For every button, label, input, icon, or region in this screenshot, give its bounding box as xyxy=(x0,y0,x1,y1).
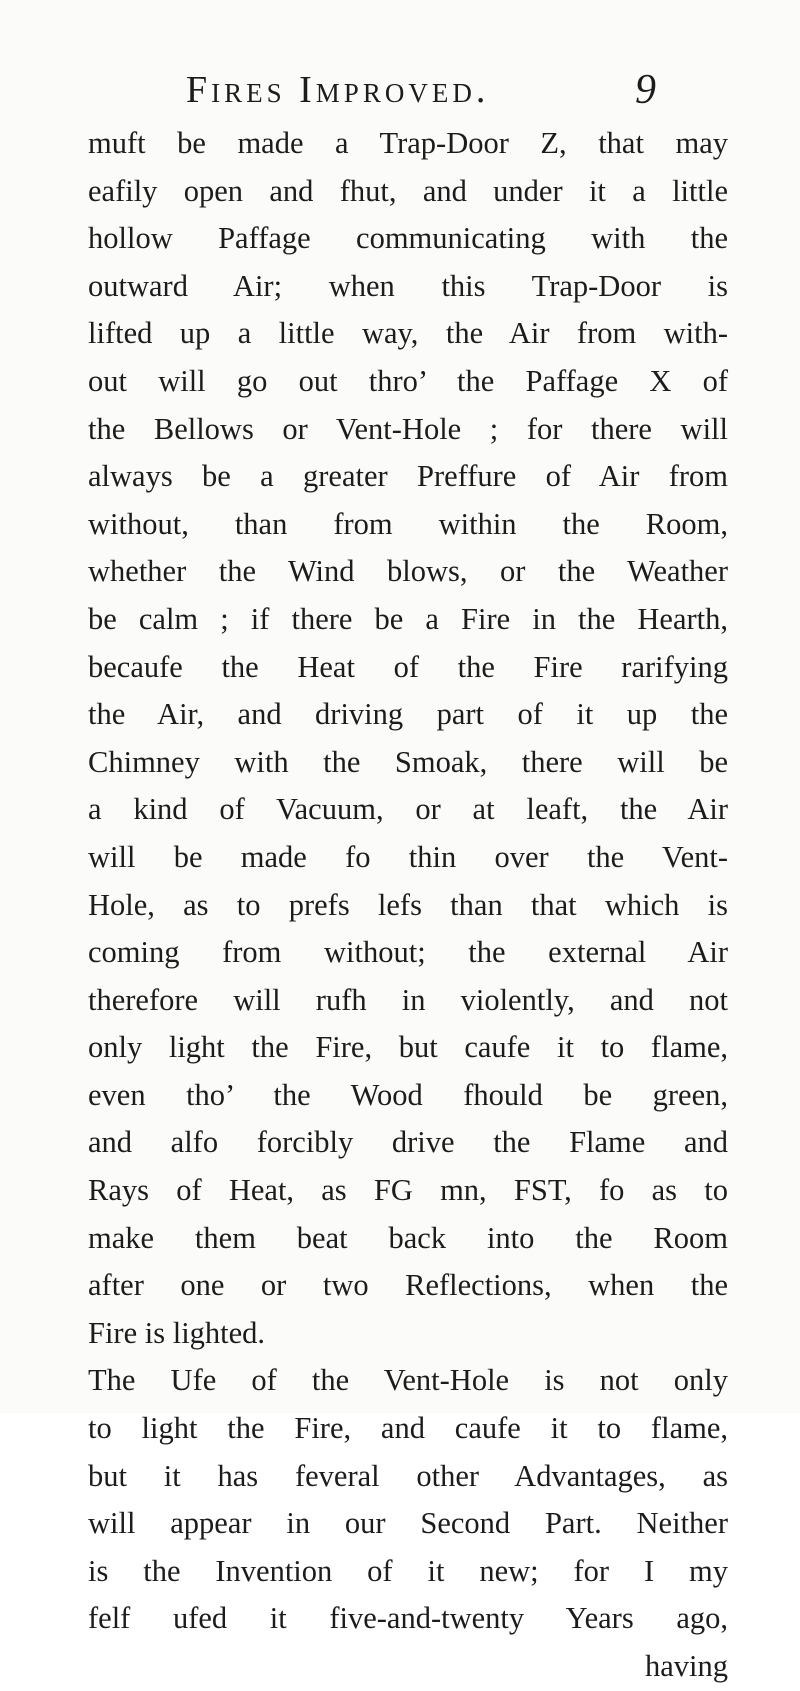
text-line: the Bellows or Vent-Hole ; for there will xyxy=(88,411,728,446)
text-line: and alfo forcibly drive the Flame and xyxy=(88,1125,728,1160)
text-line: Chimney with the Smoak, there will be xyxy=(88,744,728,779)
text-line: the Air, and driving part of it up the xyxy=(88,697,728,732)
text-line: but it has feveral other Advantages, as xyxy=(88,1458,728,1493)
text-line: Hole, as to prefs lefs than that which is xyxy=(88,887,728,922)
text-line: will be made fo thin over the Vent- xyxy=(88,839,728,874)
text-line: without, than from within the Room, xyxy=(88,506,728,541)
text-line: Fire is lighted. xyxy=(88,1315,266,1350)
text-line: coming from without; the external Air xyxy=(88,935,728,970)
text-line: whether the Wind blows, or the Weather xyxy=(88,554,728,589)
text-line: eafily open and fhut, and under it a little xyxy=(88,173,728,208)
text-line: is the Invention of it new; for I my xyxy=(88,1553,728,1588)
text-line: always be a greater Preffure of Air from xyxy=(88,459,728,494)
text-line: a kind of Vacuum, or at leaft, the Air xyxy=(88,792,728,827)
running-head-title: Fires Improved. xyxy=(186,69,490,111)
text-line: even tho’ the Wood fhould be green, xyxy=(88,1077,728,1112)
text-line: becaufe the Heat of the Fire rarifying xyxy=(88,649,728,684)
page-number: 9 xyxy=(635,67,656,113)
body-text xyxy=(88,120,728,1691)
text-line: make them beat back into the Room xyxy=(88,1220,728,1255)
text-line: will appear in our Second Part. Neither xyxy=(88,1506,728,1541)
text-line: out will go out thro’ the Paffage X of xyxy=(88,363,728,398)
text-line: hollow Paffage communicating with the xyxy=(88,221,728,256)
text-line: Rays of Heat, as FG mn, FST, fo as to xyxy=(88,1173,728,1208)
text-line: The Ufe of the Vent-Hole is not only xyxy=(88,1363,728,1398)
catchword: having xyxy=(644,1649,728,1683)
text-line: only light the Fire, but caufe it to flame, xyxy=(88,1030,728,1065)
running-head xyxy=(186,68,656,120)
text-line: after one or two Reflections, when the xyxy=(88,1268,728,1303)
text-line: be calm ; if there be a Fire in the Hearth, xyxy=(88,601,728,636)
text-line: lifted up a little way, the Air from with- xyxy=(88,316,728,351)
text-line: muft be made a Trap-Door Z, that may xyxy=(88,126,728,160)
text-line: outward Air; when this Trap-Door is xyxy=(88,268,728,303)
text-line: therefore will rufh in violently, and not xyxy=(88,982,728,1017)
text-line: to light the Fire, and caufe it to flame, xyxy=(88,1411,728,1446)
text-line: felf ufed it five-and-twenty Years ago, xyxy=(88,1601,728,1636)
